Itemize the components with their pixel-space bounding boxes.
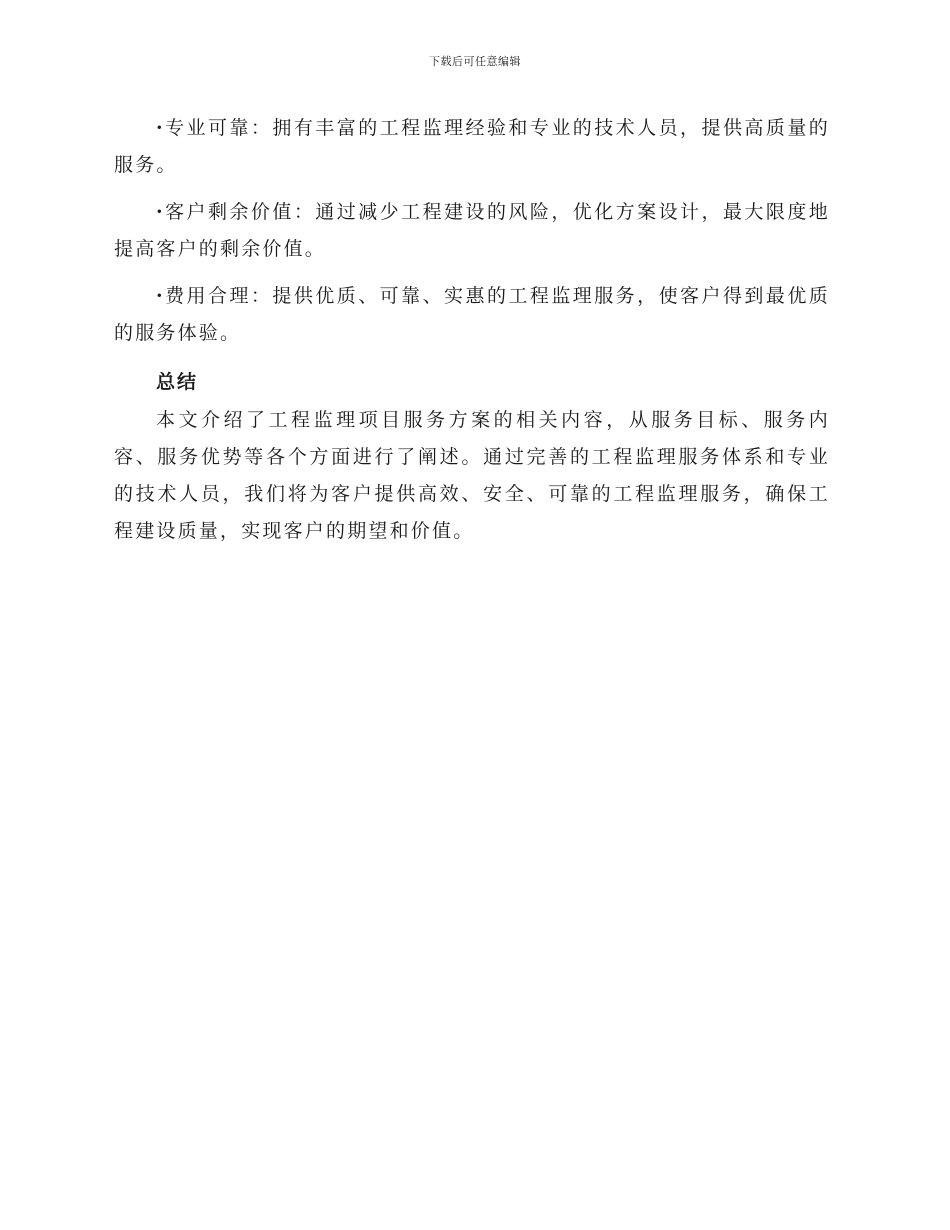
bullet-item-customer-value	[114, 194, 830, 268]
document-body	[114, 110, 830, 550]
header-note: 下载后可任意编辑	[429, 55, 521, 68]
bullet-text: 费用合理：提供优质、可靠、实惠的工程监理服务，使客户得到最优质的服务体验。	[114, 285, 830, 344]
summary-paragraph: 本文介绍了工程监理项目服务方案的相关内容，从服务目标、服务内容、服务优势等各个方面进行了阐述。通过完善的工程监理服务体系和专业的技术人员，我们将为客户提供高效、安全、可靠的工程监理服务，确保工程建设质量，实现客户的期望和价值。	[114, 409, 830, 542]
bullet-marker: ·	[156, 201, 165, 223]
bullet-text: 客户剩余价值：通过减少工程建设的风险，优化方案设计，最大限度地提高客户的剩余价值。	[114, 201, 830, 260]
bullet-item-reasonable-cost	[114, 278, 830, 352]
bullet-item-reliable	[114, 110, 830, 184]
bullet-marker: ·	[156, 117, 165, 139]
section-heading-summary: 总结	[156, 371, 199, 393]
bullet-text: 专业可靠：拥有丰富的工程监理经验和专业的技术人员，提供高质量的服务。	[114, 117, 830, 176]
bullet-marker: ·	[156, 285, 165, 307]
